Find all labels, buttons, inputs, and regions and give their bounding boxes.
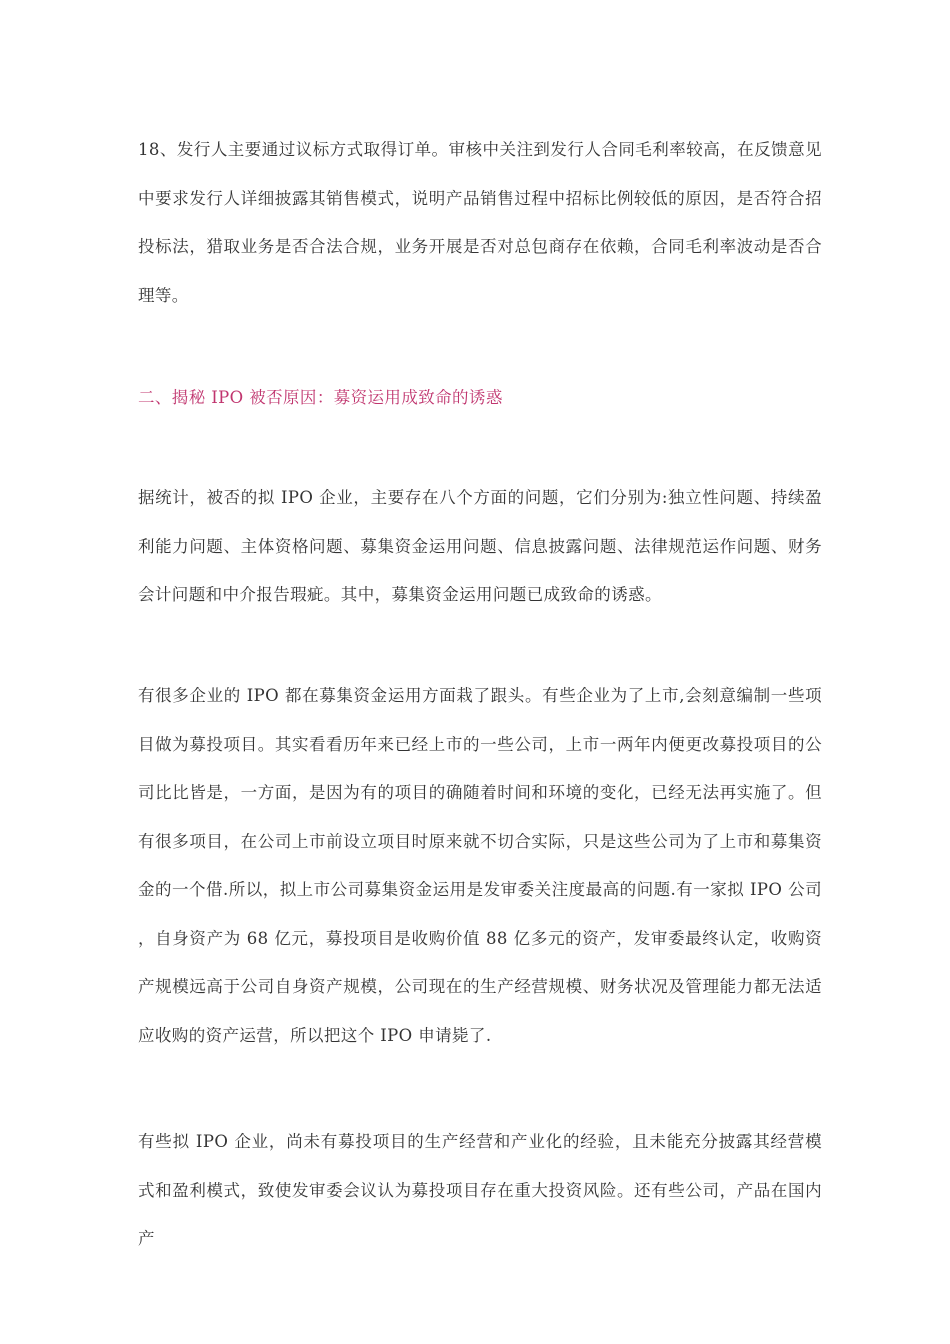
paragraph-gross-margin-review: 18、发行人主要通过议标方式取得订单。审核中关注到发行人合同毛利率较高，在反馈意见中要求发行人详细披露其销售模式，说明产品销售过程中招标比例较低的原因，是否符合招投标法，猎取业务是否合法合规，业务开展是否对总包商存在依赖，合同毛利率波动是否合理等。 [138, 140, 822, 305]
paragraph-investment-risk: 有些拟 IPO 企业，尚未有募投项目的生产经营和产业化的经验，且未能充分披露其经营模式和盈利模式，致使发审委会议认为募投项目存在重大投资风险。还有些公司，产品在国内产 [138, 1132, 822, 1248]
paragraph-rejection-statistics: 据统计，被否的拟 IPO 企业，主要存在八个方面的问题，它们分别为:独立性问题、持续盈利能力问题、主体资格问题、募集资金运用问题、信息披露问题、法律规范运作问题、财务会计问题和中介报告瑕疵。其中，募集资金运用问题已成致命的诱惑。 [138, 488, 822, 604]
section-heading-ipo-rejection: 二、揭秘 IPO 被否原因：募资运用成致命的诱惑 [138, 388, 503, 407]
paragraph-fund-usage-problems: 有很多企业的 IPO 都在募集资金运用方面栽了跟头。有些企业为了上市,会刻意编制一些项目做为募投项目。其实看看历年来已经上市的一些公司，上市一两年内便更改募投项目的公司比比皆是，一方面，是因为有的项目的确随着时间和环境的变化，已经无法再实施了。但有很多项目，在公司上市前设立项目时原来就不切合实际，只是这些公司为了上市和募集资金的一个借.所以，拟上市公司募集资金运用是发审委关注度最高的问题.有一家拟 IPO 公司，自身资产为 68 亿元，募投项目是收购价值 88 亿多元的资产，发审委最终认定，收购资产规模远高于公司自身资产规模，公司现在的生产经营规模、财务状况及管理能力都无法适应收购的资产运营，所以把这个 IPO 申请毙了. [138, 686, 822, 1045]
